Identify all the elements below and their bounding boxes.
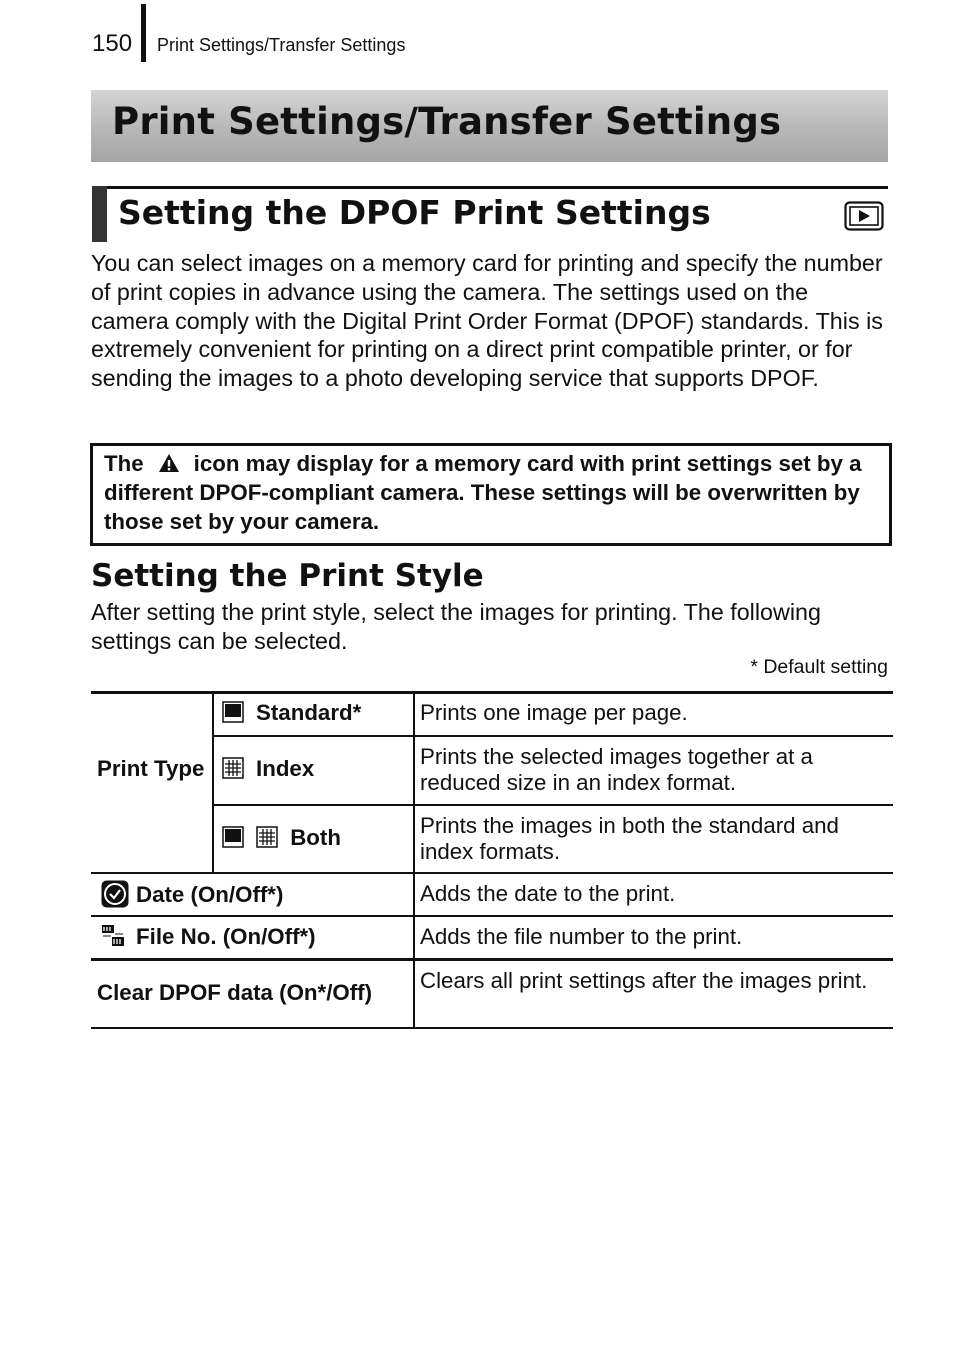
table-rule: [91, 958, 893, 961]
option-label: Both: [290, 825, 341, 850]
option-label: File No. (On/Off*): [136, 924, 316, 949]
option-label: Clear DPOF data (On*/Off): [97, 980, 373, 1005]
note-box: [90, 443, 892, 546]
table-rule: [212, 691, 214, 873]
subsection-title: Setting the Print Style: [91, 558, 484, 594]
standard-print-icon: [222, 826, 244, 848]
section-marker: [92, 186, 107, 242]
subsection-intro: After setting the print style, select the images for printing. The following settings can be selected.: [91, 599, 821, 654]
option-label: Index: [256, 756, 315, 781]
option-description: Prints the images in both the standard and index formats.: [420, 813, 839, 864]
standard-print-icon: [222, 701, 244, 723]
page-number: 150: [92, 30, 133, 57]
note-text-after: icon may display for a memory card with print settings set by a different DPOF-compliant camera. These settings will be overwritten by those set by your camera.: [104, 451, 862, 534]
table-rule: [213, 735, 893, 737]
table-row-index: [222, 756, 314, 782]
option-description: Adds the date to the print.: [420, 881, 676, 906]
section-intro: You can select images on a memory card for printing and specify the number of print copies in advance using the camera. The settings used on the camera comply with the Digital Print Order Format (DPOF) standards. This is extremely convenient for printing on a direct print compatible printer, or for sending the images to a photo developing service that supports DPOF.: [91, 250, 883, 392]
warning-triangle-icon: [158, 453, 180, 473]
table-rule: [413, 691, 415, 1028]
date-icon: [101, 880, 129, 908]
option-description: Clears all print settings after the images print.: [420, 968, 868, 993]
header-divider: [141, 4, 146, 62]
index-print-icon: [222, 757, 244, 779]
table-row-both: [222, 825, 341, 851]
table-row-date: [101, 880, 283, 908]
chapter-title: Print Settings/Transfer Settings: [112, 100, 782, 143]
running-title: Print Settings/Transfer Settings: [157, 35, 406, 55]
index-print-icon: [256, 826, 278, 848]
chapter-banner: [91, 90, 888, 162]
option-description: Prints one image per page.: [420, 700, 688, 725]
print-type-label: Print Type: [97, 756, 205, 781]
option-label: Standard*: [256, 700, 362, 725]
option-description: Adds the file number to the print.: [420, 924, 743, 949]
table-rule: [213, 804, 893, 806]
note-text-before: The: [104, 451, 144, 476]
table-rule: [91, 915, 893, 917]
file-number-icon: [101, 924, 125, 948]
default-setting-note: * Default setting: [750, 656, 888, 678]
table-row-clear-dpof: [97, 980, 372, 1006]
note-text: [104, 449, 884, 536]
section-title: Setting the DPOF Print Settings: [118, 193, 711, 232]
option-description: Prints the selected images together at a reduced size in an index format.: [420, 744, 813, 795]
table-row-standard: [222, 700, 361, 726]
option-label: Date (On/Off*): [136, 882, 284, 907]
section-rule: [92, 186, 888, 189]
table-row-file-number: [101, 924, 316, 950]
playback-mode-icon: [844, 201, 884, 231]
table-rule: [91, 1027, 893, 1029]
